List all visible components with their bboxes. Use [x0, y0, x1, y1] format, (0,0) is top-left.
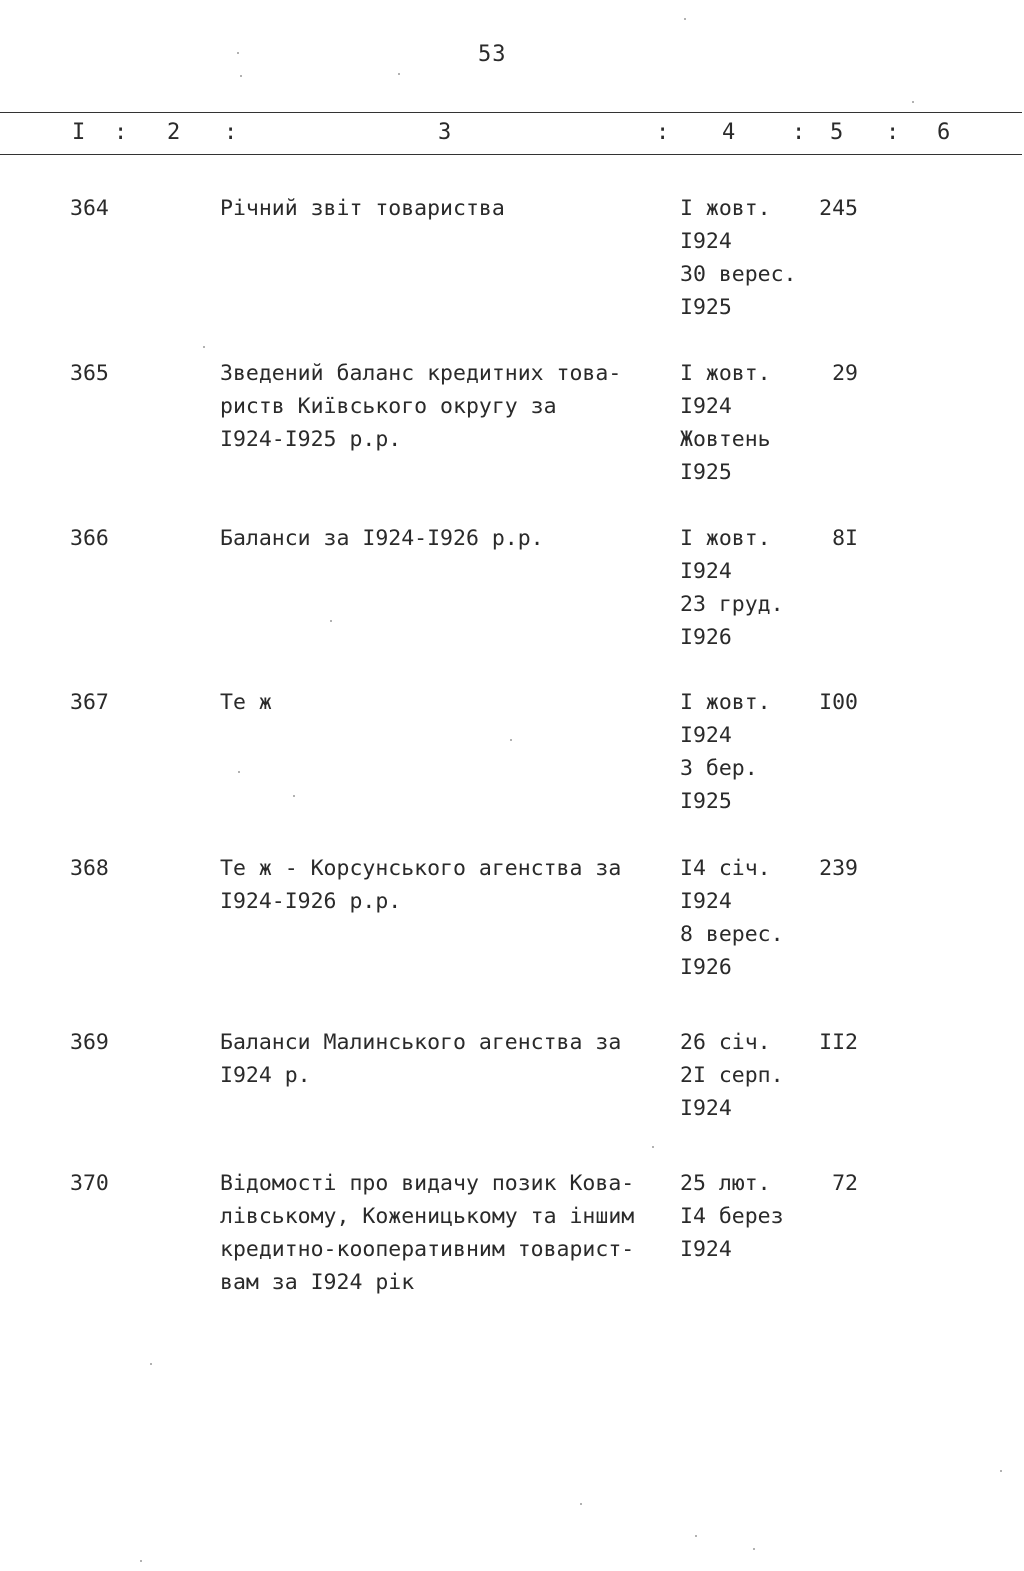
header-separator: :: [792, 120, 806, 145]
sheet-count: II2: [819, 1030, 858, 1055]
header-col-6: 6: [937, 120, 951, 145]
file-dates: I4 січ. I924 8 верес. I926: [680, 856, 784, 980]
file-title: Зведений баланс кредитних това- риств Київського округу за I924-I925 р.р.: [220, 361, 622, 452]
scan-speck: [240, 75, 242, 77]
scan-speck: [398, 73, 400, 75]
scan-speck: [695, 1535, 697, 1537]
scan-speck: [1000, 1470, 1002, 1472]
sheet-count: I00: [819, 690, 858, 715]
header-col-3: 3: [438, 120, 452, 145]
file-number: 364: [70, 196, 109, 221]
file-title: Відомості про видачу позик Кова- лівському, Коженицькому та іншим кредитно-кооперативним товарист- вам за I924 рік: [220, 1171, 635, 1295]
sheet-count: 29: [832, 361, 858, 386]
header-separator: :: [224, 120, 238, 145]
header-separator: :: [114, 120, 128, 145]
sheet-count: 72: [832, 1171, 858, 1196]
header-col-4: 4: [722, 120, 736, 145]
file-dates: I жовт. I924 30 верес. I925: [680, 196, 797, 320]
header-top-rule: [0, 112, 1022, 113]
scan-speck: [684, 18, 686, 20]
file-dates: I жовт. I924 23 груд. I926: [680, 526, 784, 650]
page-number: 53: [478, 42, 507, 67]
scan-speck: [140, 1560, 142, 1562]
scan-speck: [237, 52, 239, 54]
file-title: Те ж - Корсунського агенства за I924-I926 р.р.: [220, 856, 622, 914]
scan-speck: [150, 1363, 152, 1365]
file-title: Річний звіт товариства: [220, 196, 505, 221]
file-title: Те ж: [220, 690, 272, 715]
scan-speck: [580, 1503, 582, 1505]
file-title: Баланси за I924-I926 р.р.: [220, 526, 544, 551]
scan-speck: [238, 771, 240, 773]
file-number: 366: [70, 526, 109, 551]
file-number: 367: [70, 690, 109, 715]
sheet-count: 8I: [832, 526, 858, 551]
file-dates: I жовт. I924 Жовтень I925: [680, 361, 771, 485]
header-separator: :: [656, 120, 670, 145]
header-separator: :: [886, 120, 900, 145]
scan-speck: [293, 795, 295, 797]
file-number: 365: [70, 361, 109, 386]
sheet-count: 239: [819, 856, 858, 881]
scan-speck: [753, 1548, 755, 1550]
file-number: 368: [70, 856, 109, 881]
scan-speck: [330, 620, 332, 622]
header-col-2: 2: [167, 120, 181, 145]
file-number: 369: [70, 1030, 109, 1055]
file-number: 370: [70, 1171, 109, 1196]
file-dates: 25 лют. I4 берез I924: [680, 1171, 784, 1262]
scan-speck: [912, 101, 914, 103]
scan-speck: [652, 1146, 654, 1148]
scan-speck: [510, 739, 512, 741]
scan-speck: [203, 346, 205, 348]
file-dates: 26 січ. 2I серп. I924: [680, 1030, 784, 1121]
file-title: Баланси Малинського агенства за I924 р.: [220, 1030, 622, 1088]
header-col-1: I: [72, 120, 86, 145]
header-bottom-rule: [0, 154, 1022, 155]
header-col-5: 5: [830, 120, 844, 145]
file-dates: I жовт. I924 3 бер. I925: [680, 690, 771, 814]
sheet-count: 245: [819, 196, 858, 221]
